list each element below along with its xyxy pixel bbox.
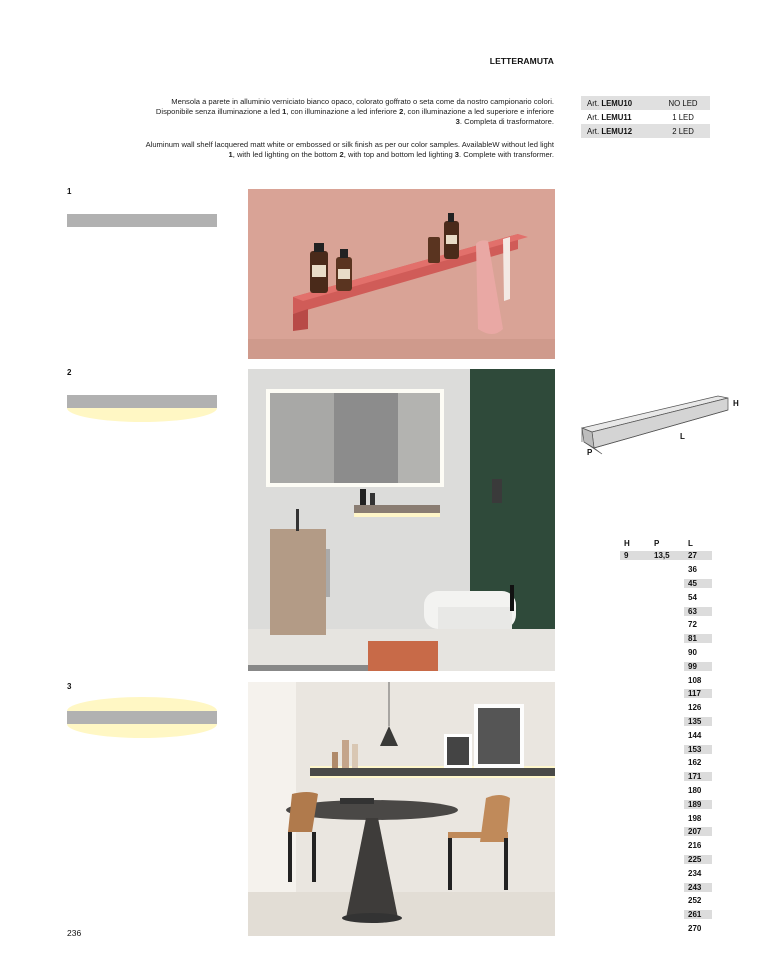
dimension-l-cell: 261 [684, 910, 712, 919]
dimensions-row [620, 742, 712, 756]
dimension-l-cell: 207 [684, 827, 712, 836]
dimension-l-cell: 45 [684, 579, 712, 588]
dimensions-row [620, 563, 712, 577]
dimensions-row [620, 646, 712, 660]
variant-1-shelf-profile [67, 214, 217, 227]
dimensions-table [620, 537, 712, 935]
dimensions-row [620, 880, 712, 894]
variant-2-led-bottom-glow [67, 408, 217, 422]
photo-pink-shelf [248, 189, 555, 359]
dimensions-row [620, 701, 712, 715]
dimension-l-cell: 270 [688, 923, 702, 933]
dimensions-header-h: H [624, 538, 630, 548]
dimensions-header-p: P [654, 538, 660, 548]
dimensions-row [620, 756, 712, 770]
dimensions-row [620, 549, 712, 563]
description-italian [70, 97, 554, 127]
description-english [70, 140, 554, 160]
dimension-l-cell: 252 [688, 896, 702, 906]
dimensions-row [620, 853, 712, 867]
dimensions-row [620, 894, 712, 908]
shelf-technical-drawing [578, 390, 748, 460]
dimension-l-cell: 99 [684, 662, 712, 671]
dimensions-row [620, 715, 712, 729]
variant-2-number: 2 [67, 368, 72, 377]
dimensions-row [620, 659, 712, 673]
variant-3-number: 3 [67, 682, 72, 691]
dimension-l-cell: 180 [688, 785, 702, 795]
dimension-l-cell: 198 [688, 813, 702, 823]
description-en-line1: Aluminum wall shelf lacquered matt white or embossed or silk finish as per our color samples. AvailableW without led light [145, 140, 554, 149]
variant-1-number: 1 [67, 187, 72, 196]
dimension-l-cell: 225 [684, 855, 712, 864]
description-it-line3: 3. Completa di trasformatore. [455, 117, 554, 126]
dimensions-row [620, 770, 712, 784]
dimension-l-cell: 135 [684, 717, 712, 726]
dimensions-row [620, 687, 712, 701]
dimensions-header-l: L [688, 538, 693, 548]
dimension-l-cell: 234 [688, 868, 702, 878]
dimension-l-cell: 216 [688, 841, 702, 851]
dimensions-row [620, 632, 712, 646]
photo-bathroom-shelf [248, 369, 555, 671]
dimension-label-l: L [680, 432, 685, 441]
dimension-l-cell: 27 [684, 551, 712, 560]
description-it-line1: Mensola a parete in alluminio verniciato bianco opaco, colorato goffrato o seta come da nostro campionario colori. [171, 97, 554, 106]
dimensions-row [620, 728, 712, 742]
dimension-l-cell: 117 [684, 689, 712, 698]
dimension-l-cell: 63 [684, 607, 712, 616]
dimension-l-cell: 243 [684, 883, 712, 892]
article-row: Art. LEMU12 2 LED [581, 124, 710, 138]
shelf-profile-drawing [578, 390, 748, 460]
variant-3-shelf-profile [67, 711, 217, 724]
dimension-l-cell: 90 [688, 647, 697, 657]
dimension-l-cell: 162 [688, 758, 702, 768]
photo-dining-shelf [248, 682, 555, 936]
dimensions-row [620, 866, 712, 880]
dimensions-row [620, 922, 712, 936]
dimension-l-cell: 81 [684, 634, 712, 643]
dimensions-row [620, 797, 712, 811]
dimension-label-p: P [587, 448, 593, 457]
variant-3-led-top-glow [67, 697, 217, 711]
description-it-line2: Disponibile senza illuminazione a led 1, con illuminazione a led inferiore 2, con illuminazione a led superiore e inferiore [155, 107, 554, 116]
dimension-l-cell: 153 [684, 745, 712, 754]
dimension-l-cell: 171 [684, 772, 712, 781]
dimensions-rows [620, 549, 712, 935]
dimension-l-cell: 126 [688, 703, 702, 713]
dimensions-header [620, 537, 712, 549]
article-table [581, 96, 710, 138]
dimension-l-cell: 72 [688, 620, 697, 630]
article-row: Art. LEMU10 NO LED [581, 96, 710, 110]
page-number: 236 [67, 928, 82, 938]
variant-2-shelf-profile [67, 395, 217, 408]
dimensions-row [620, 604, 712, 618]
dimensions-row [620, 825, 712, 839]
dimensions-row [620, 577, 712, 591]
dimension-label-h: H [733, 399, 739, 408]
dimension-l-cell: 36 [688, 565, 697, 575]
dimension-l-cell: 54 [688, 592, 697, 602]
dimension-l-cell: 108 [688, 675, 702, 685]
dimensions-row [620, 673, 712, 687]
article-row: Art. LEMU11 1 LED [587, 112, 694, 122]
dimensions-row [620, 784, 712, 798]
dimensions-row [620, 811, 712, 825]
dimensions-row [620, 618, 712, 632]
dimension-l-cell: 189 [684, 800, 712, 809]
dimensions-row [620, 590, 712, 604]
variant-3-led-bottom-glow [67, 724, 217, 738]
description-en-line2: 1, with led lighting on the bottom 2, with top and bottom led lighting 3. Complete with transformer. [228, 150, 554, 159]
dimensions-row [620, 908, 712, 922]
dimension-p-cell: 13,5 [650, 551, 684, 560]
dimension-l-cell: 144 [688, 730, 702, 740]
dimensions-row [620, 839, 712, 853]
dimension-h-cell: 9 [620, 551, 650, 560]
product-title: LETTERAMUTA [489, 56, 554, 66]
